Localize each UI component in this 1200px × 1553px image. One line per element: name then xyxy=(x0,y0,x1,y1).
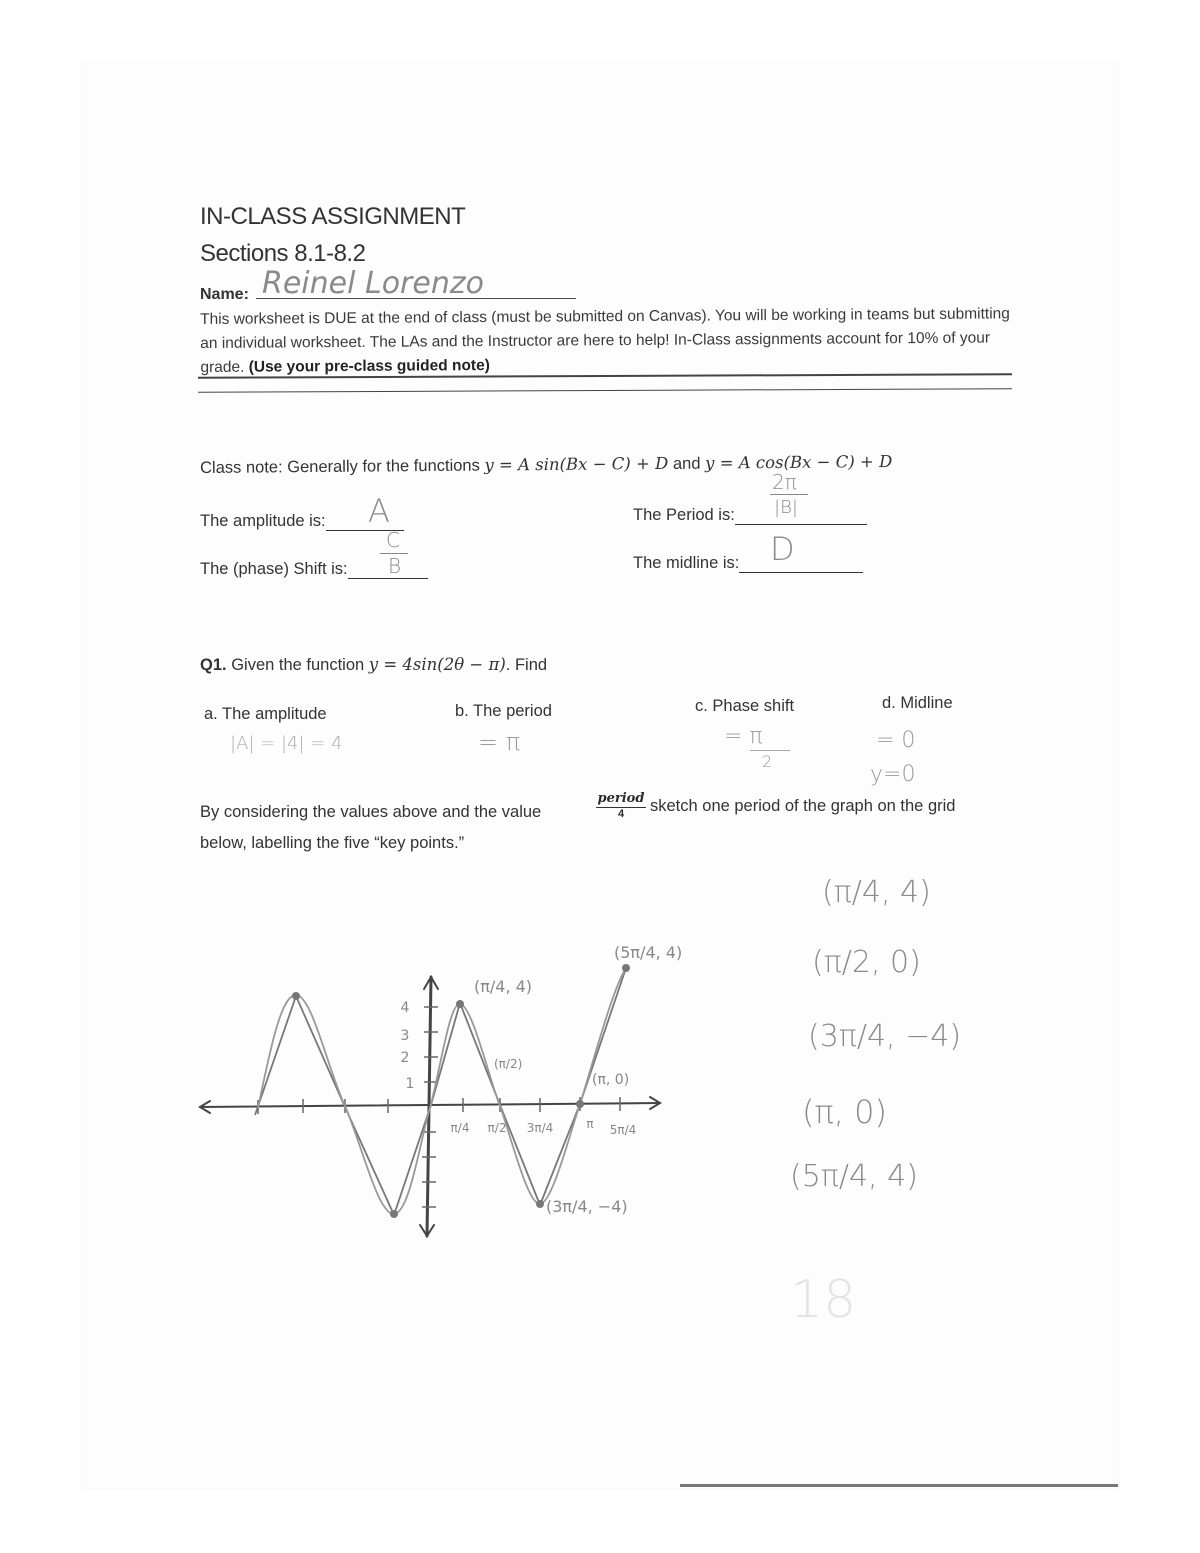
faint-margin-mark: 18 xyxy=(790,1270,857,1330)
q1-function: y = 4sin(2θ − π) xyxy=(368,655,506,674)
q1-part-d-answer: = 0 xyxy=(876,728,916,753)
q1-part-a-label: a. The amplitude xyxy=(204,705,327,723)
phase-shift-denominator: B xyxy=(388,554,402,578)
instructions-text: This worksheet is DUE at the end of class (must be submitted on Canvas). You will be working in teams but submitting an individual worksheet. The LAs and the Instructor are here to help! In-Class assignments account for 10% of your grade. xyxy=(200,305,1010,376)
sketch-text-2: sketch one period of the graph on the grid xyxy=(650,797,956,815)
x-tick-label: π xyxy=(586,1117,594,1131)
key-point-marker xyxy=(390,1210,398,1218)
key-point-4: (π, 0) xyxy=(802,1093,887,1131)
sketch-curve-smooth xyxy=(258,968,626,1214)
x-tick-label: 5π/4 xyxy=(609,1123,637,1137)
period-answer-denominator: |B| xyxy=(774,497,798,518)
graph-point-label: (π/2) xyxy=(494,1057,523,1071)
q1-part-d-label: d. Midline xyxy=(882,694,953,712)
key-point-marker xyxy=(536,1200,544,1208)
graph-point-label: (3π/4, −4) xyxy=(546,1197,628,1216)
phase-shift-label: The (phase) Shift is: xyxy=(200,560,348,578)
formula-sin: y = A sin(Bx − C) + D xyxy=(484,453,669,475)
graph-point-label: (π/4, 4) xyxy=(474,977,533,996)
phase-shift-numerator: C xyxy=(386,528,400,552)
key-point-marker xyxy=(576,1100,584,1108)
q1-part-d-answer-2: y=0 xyxy=(870,762,916,787)
key-point-3: (3π/4, −4) xyxy=(808,1019,962,1054)
amplitude-answer: A xyxy=(368,492,390,530)
graph-point-label: (π, 0) xyxy=(592,1072,630,1088)
sections-subtitle: Sections 8.1-8.2 xyxy=(200,240,366,267)
period-answer-numerator: 2π xyxy=(772,470,797,494)
name-label: Name: xyxy=(200,286,249,303)
period-label: The Period is: xyxy=(633,506,735,524)
sketch-curve-polyline xyxy=(255,968,626,1215)
key-point-marker xyxy=(292,992,300,1000)
instructions-emphasis: (Use your pre-class guided note) xyxy=(248,356,490,376)
y-tick-label: 4 xyxy=(400,1000,410,1016)
key-point-5: (5π/4, 4) xyxy=(790,1159,918,1194)
x-tick-label: π/2 xyxy=(487,1121,507,1135)
q1-find: . Find xyxy=(505,656,548,674)
q1-label: Q1. xyxy=(200,656,227,674)
midline-label: The midline is: xyxy=(633,554,740,572)
q1-part-c-label: c. Phase shift xyxy=(695,697,795,715)
q1-part-a-answer: |A| = |4| = 4 xyxy=(230,733,343,754)
y-tick-label: 3 xyxy=(400,1028,410,1044)
fraction-denominator: 4 xyxy=(617,808,625,820)
key-point-marker xyxy=(622,964,630,972)
fraction-numerator: period xyxy=(597,791,645,806)
assignment-title: IN-CLASS ASSIGNMENT xyxy=(200,203,466,230)
q1-part-c-answer: = π xyxy=(724,724,763,749)
y-tick-label: 1 xyxy=(405,1076,415,1092)
formula-cos: y = A cos(Bx − C) + D xyxy=(704,451,893,473)
key-point-2: (π/2, 0) xyxy=(812,945,921,980)
class-note-lead: Class note: Generally for the functions xyxy=(200,456,480,477)
key-point-1: (π/4, 4) xyxy=(822,875,931,910)
key-point-marker xyxy=(456,1000,464,1008)
amplitude-label: The amplitude is: xyxy=(200,512,326,530)
graph-point-label: (5π/4, 4) xyxy=(614,943,683,962)
page-bottom-edge xyxy=(680,1484,1118,1487)
q1-part-c-denominator: 2 xyxy=(762,752,773,771)
q1-part-b-label: b. The period xyxy=(455,702,552,720)
midline-answer: D xyxy=(770,530,795,568)
class-note-and: and xyxy=(672,454,701,473)
sketch-text-1: By considering the values above and the value xyxy=(200,803,542,821)
y-tick-label: 2 xyxy=(400,1050,410,1066)
q1-prompt-text: Given the function xyxy=(231,656,365,674)
student-name: Reinel Lorenzo xyxy=(262,266,484,301)
x-tick-label: π/4 xyxy=(450,1121,470,1135)
q1-part-b-answer: = π xyxy=(478,728,521,756)
sketch-text-3: below, labelling the five “key points.” xyxy=(200,834,465,852)
x-tick-label: 3π/4 xyxy=(526,1121,554,1135)
